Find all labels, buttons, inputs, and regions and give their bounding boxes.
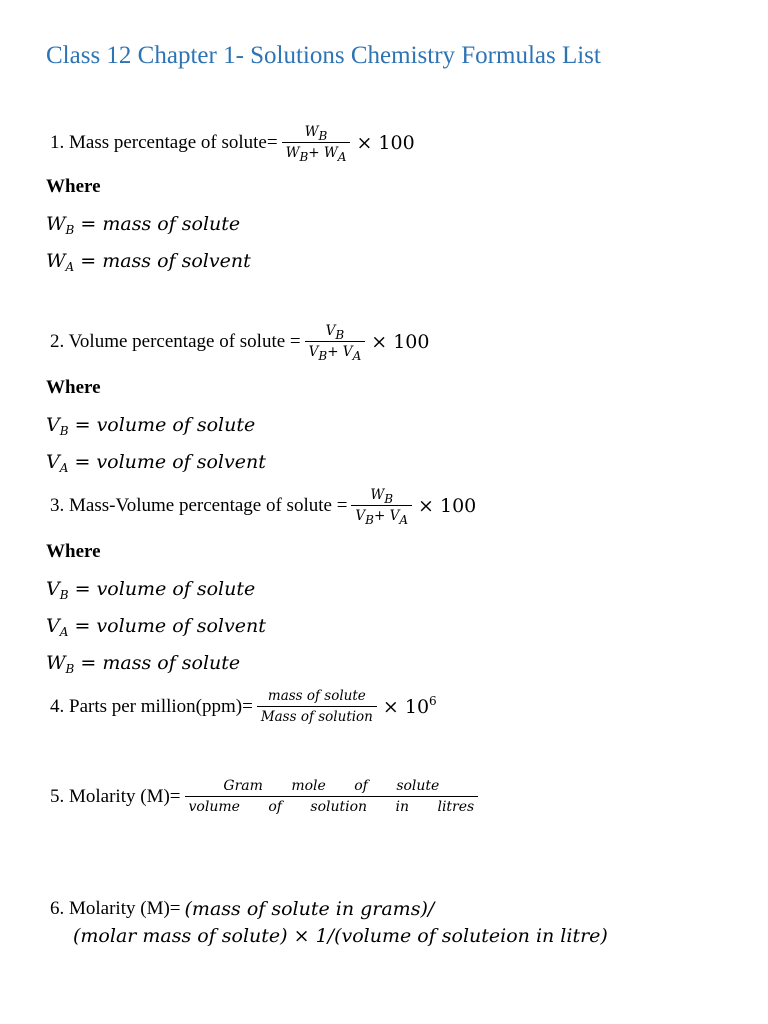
definition-2a: $V_B$ = volume of solute xyxy=(46,414,256,438)
formula-4-numerator: mass of solute xyxy=(267,688,366,704)
formula-2-fraction xyxy=(305,323,366,363)
formula-1 xyxy=(50,124,415,164)
formula-5-denominator: volume of solution in litres xyxy=(185,796,479,815)
formula-6-expression-line2: (molar mass of solute) × 1/(volume of soluteion in litre) xyxy=(73,925,608,947)
formula-6 xyxy=(50,898,434,920)
definition-3b: $V_A$ = volume of solvent xyxy=(46,615,266,639)
definition-2b: $V_A$ = volume of solvent xyxy=(46,451,266,475)
where-label-2: Where xyxy=(46,377,101,398)
formula-2 xyxy=(50,323,430,363)
formula-5-numerator: Gram mole of solute xyxy=(223,778,440,794)
formula-1-multiplier: × 100 xyxy=(356,131,415,154)
definition-3c: $W_B$ = mass of solute xyxy=(46,652,241,676)
formula-3-multiplier: × 100 xyxy=(418,494,477,517)
formula-4-denominator: Mass of solution xyxy=(257,706,377,725)
definition-1b: $W_A$ = mass of solvent xyxy=(46,250,251,274)
formula-6-label: 6. Molarity (M)= xyxy=(50,898,181,919)
formula-3 xyxy=(50,487,477,527)
formula-4-multiplier: × $10^6$ xyxy=(382,693,437,718)
formula-4-fraction xyxy=(257,688,377,725)
where-label-3: Where xyxy=(46,541,101,562)
where-label-1: Where xyxy=(46,176,101,197)
formula-6-expression-line1: (mass of solute in grams)/ xyxy=(184,898,435,920)
formula-5-fraction xyxy=(185,778,479,815)
formula-1-numerator: $W_B$ xyxy=(304,124,328,143)
formula-3-denominator: $V_B+ V_A$ xyxy=(351,505,412,524)
formula-2-multiplier: × 100 xyxy=(371,330,430,353)
formula-2-denominator: $V_B+ V_A$ xyxy=(305,341,366,360)
formula-1-denominator: $W_B+ W_A$ xyxy=(282,142,351,161)
formula-3-fraction xyxy=(351,487,412,527)
formula-2-label: 2. Volume percentage of solute = xyxy=(50,330,301,352)
formula-4 xyxy=(50,688,437,725)
formula-1-label: 1. Mass percentage of solute= xyxy=(50,131,278,153)
formula-3-numerator: $W_B$ xyxy=(370,487,394,506)
formula-5 xyxy=(50,778,482,815)
definition-3a: $V_B$ = volume of solute xyxy=(46,578,256,602)
page-title: Class 12 Chapter 1- Solutions Chemistry Formulas List xyxy=(46,42,601,69)
formula-4-label: 4. Parts per million(ppm)= xyxy=(50,695,253,717)
formula-2-numerator: $V_B$ xyxy=(325,323,345,342)
formula-5-label: 5. Molarity (M)= xyxy=(50,785,181,807)
formula-1-fraction xyxy=(282,124,351,164)
formula-3-label: 3. Mass-Volume percentage of solute = xyxy=(50,494,348,516)
definition-1a: $W_B$ = mass of solute xyxy=(46,213,241,237)
